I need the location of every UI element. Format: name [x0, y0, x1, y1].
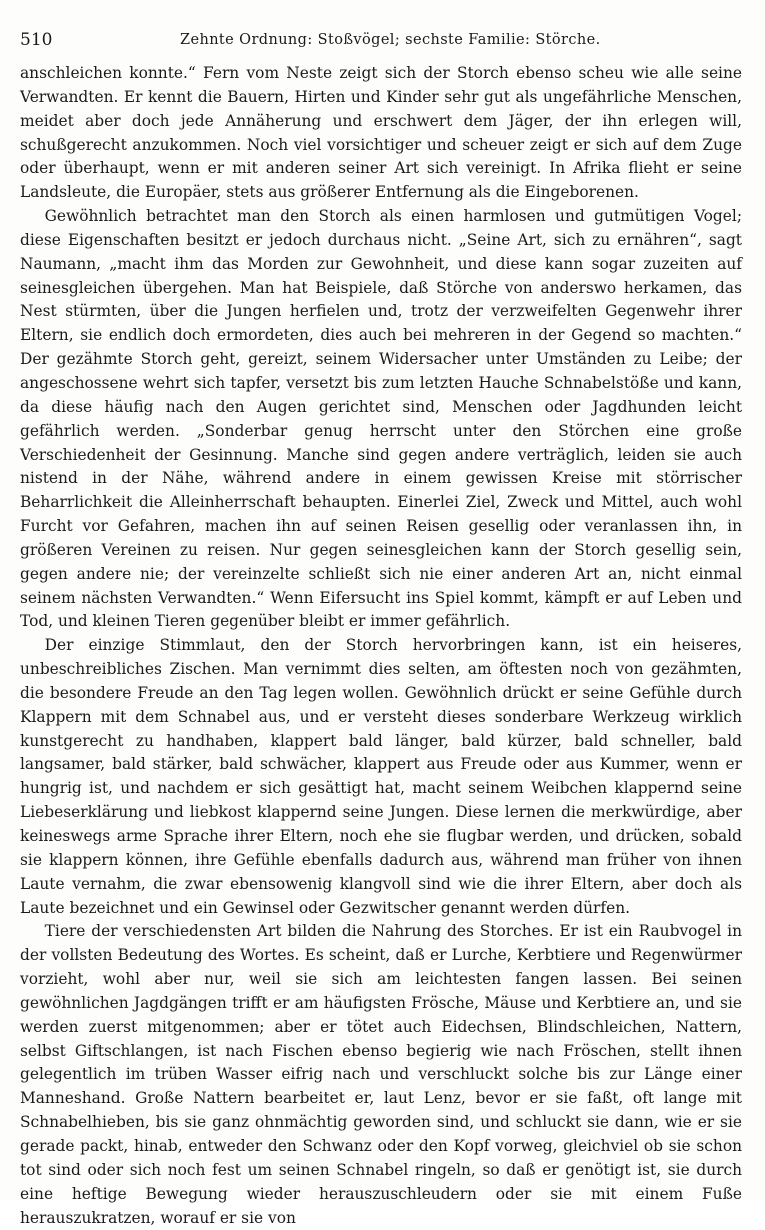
paragraph-3: Der einzige Stimmlaut, den der Storch hervorbringen kann, ist ein heiseres, unbeschreibliches Zischen. Man vernimmt dies selten, am öftesten noch von gezähmten, die besondere Freude an den Tag legen wollen. Gewöhnlich drückt er seine Gefühle durch Klappern mit dem Schnabel aus, und er versteht dieses sonderbare Werkzeug wirklich kunstgerecht zu handhaben, klappert bald länger, bald kürzer, bald schneller, bald langsamer, bald stärker, bald schwächer, klappert aus Freude oder aus Kummer, wenn er hungrig ist, und nachdem er sich gesättigt hat, macht seinem Weibchen klappernd seine Liebeserklärung und liebkost klappernd seine Jungen. Diese lernen die merkwürdige, aber keineswegs arme Sprache ihrer Eltern, noch ehe sie flugbar werden, und drücken, sobald sie klappern können, ihre Gefühle ebenfalls dadurch aus, während man früher von ihnen Laute vernahm, die zwar ebensowenig klangvoll sind wie die ihrer Eltern, aber doch als Laute bezeichnet und ein Gewinsel oder Gezwitscher genannt werden dürfen. [20, 636, 742, 917]
paragraph-1: anschleichen konnte.“ Fern vom Neste zeigt sich der Storch ebenso scheu wie alle seine Verwandten. Er kennt die Bauern, Hirten und Kinder sehr gut als ungefährliche Menschen, meidet aber doch jede Annäherung und erschwert dem Jäger, der ihn erlegen will, schußgerecht anzukommen. Noch viel vorsichtiger und scheuer zeigt er sich auf dem Zuge oder überhaupt, wenn er mit anderen seiner Art sich vereinigt. In Afrika flieht er seine Landsleute, die Europäer, stets aus größerer Entfernung als die Eingeborenen. [20, 64, 742, 202]
page-number: 510 [20, 30, 53, 50]
body-text [20, 62, 742, 1230]
page-header [20, 30, 745, 52]
paragraph-2: Gewöhnlich betrachtet man den Storch als einen harmlosen und gutmütigen Vogel; diese Eigenschaften besitzt er jedoch durchaus nicht. „Seine Art, sich zu ernähren“, sagt Naumann, „macht ihm das Morden zur Gewohnheit, und diese kann sogar zuzeiten auf seinesgleichen übergehen. Man hat Beispiele, daß Störche von anderswo herkamen, das Nest stürmten, über die Jungen herfielen und, trotz der verzweifelten Gegenwehr ihrer Eltern, sie endlich doch ermordeten, dies auch bei mehreren in der Gegend so machten.“ Der gezähmte Storch geht, gereizt, seinem Widersacher unter Umständen zu Leibe; der angeschossene wehrt sich tapfer, versetzt bis zum letzten Hauche Schnabelstöße und kann, da diese häufig nach den Augen gerichtet sind, Menschen oder Jagdhunden leicht gefährlich werden. „Sonderbar genug herrscht unter den Störchen eine große Verschiedenheit der Gesinnung. Manche sind gegen andere verträglich, leiden sie auch nistend in der Nähe, während andere in einem gewissen Kreise mit störrischer Beharrlichkeit die Alleinherrschaft behaupten. Einerlei Ziel, Zweck und Mittel, auch wohl Furcht vor Gefahren, machen ihn auf seinen Reisen gesellig oder veranlassen ihn, in größeren Vereinen zu reisen. Nur gegen seinesgleichen kann der Storch gesellig sein, gegen andere nie; der vereinzelte schließt sich nie einer anderen Art an, nicht einmal seinem nächsten Verwandten.“ Wenn Eifersucht ins Spiel kommt, kämpft er auf Leben und Tod, und kleinen Tieren gegenüber bleibt er immer gefährlich. [20, 207, 742, 631]
paragraph-4: Tiere der verschiedensten Art bilden die Nahrung des Storches. Er ist ein Raubvogel in der vollsten Bedeutung des Wortes. Es scheint, daß er Lurche, Kerbtiere und Regenwürmer vorzieht, wohl aber nur, weil sie sich am leichtesten fangen lassen. Bei seinen gewöhnlichen Jagdgängen trifft er am häufigsten Frösche, Mäuse und Kerbtiere an, und sie werden zuerst mitgenommen; aber er tötet auch Eidechsen, Blindschleichen, Nattern, selbst Giftschlangen, ist nach Fischen ebenso begierig wie nach Fröschen, stellt ihnen gelegentlich im trüben Wasser eifrig nach und verschluckt solche bis zur Länge einer Manneshand. Große Nattern bearbeitet er, laut Lenz, bevor er sie faßt, oft lange mit Schnabelhieben, bis sie ganz ohnmächtig geworden sind, und schluckt sie dann, wie er sie gerade packt, hinab, entweder den Schwanz oder den Kopf vorweg, gleichviel ob sie schon tot sind oder sich noch fest um seinen Schnabel ringeln, so daß er genötigt ist, sie durch eine heftige Bewegung wieder herauszuschleudern oder sie mit einem Fuße herauszukratzen, worauf er sie von [20, 922, 742, 1227]
running-head: Zehnte Ordnung: Stoßvögel; sechste Familie: Störche. [180, 32, 601, 48]
